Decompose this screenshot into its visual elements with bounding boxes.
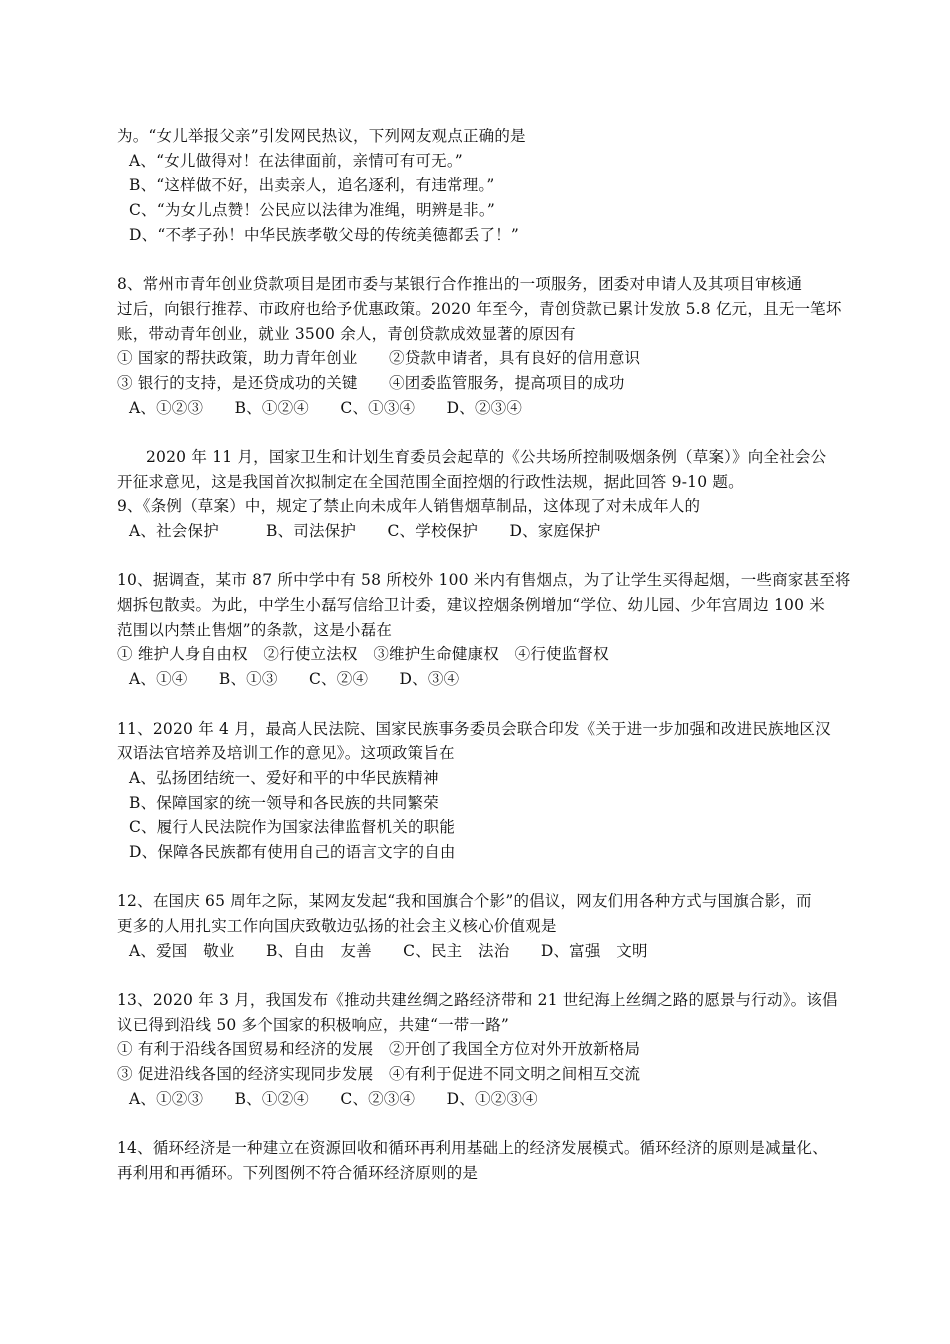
- question-10-stem-line: 范围以内禁止售烟”的条款，这是小磊在: [117, 620, 393, 639]
- question-13-stem-line: 13、2020 年 3 月，我国发布《推动共建丝绸之路经济带和 21 世纪海上丝绸之路的愿景与行动》。该倡: [117, 991, 838, 1010]
- exam-page: [117, 124, 851, 1186]
- question-7-option-a: A、“女儿做得对！在法律面前，亲情可有可无。”: [129, 151, 463, 170]
- question-10-stem-line: 烟拆包散卖。为此，中学生小磊写信给卫计委，建议控烟条例增加“学位、幼儿园、少年宫周边 100 米: [117, 596, 825, 615]
- question-8-stem-line: 过后，向银行推荐、市政府也给予优惠政策。2020 年至今，青创贷款已累计发放 5.8 亿元，且无一笔坏: [117, 299, 842, 318]
- question-13-options: A、①②③ B、①②④ C、②③④ D、①②③④: [129, 1089, 538, 1108]
- question-14-stem-line: 14、循环经济是一种建立在资源回收和循环再利用基础上的经济发展模式。循环经济的原则是减量化、: [117, 1139, 828, 1158]
- question-8: [117, 272, 842, 420]
- question-10-options: A、①④ B、①③ C、②④ D、③④: [129, 670, 460, 689]
- material-line: 开征求意见，这是我国首次拟制定在全国范围全面控烟的行政性法规，据此回答 9-10 题。: [117, 472, 744, 491]
- question-8-stem-line: 8、常州市青年创业贷款项目是团市委与某银行合作推出的一项服务，团委对申请人及其项目审核通: [117, 275, 803, 294]
- question-13-statements: ③ 促进沿线各国的经济实现同步发展 ④有利于促进不同文明之间相互交流: [117, 1065, 641, 1084]
- question-7-option-d: D、“不孝子孙！中华民族孝敬父母的传统美德都丢了！”: [129, 225, 519, 244]
- question-13: [117, 988, 839, 1111]
- question-11-option-c: C、履行人民法院作为国家法律监督机关的职能: [129, 818, 456, 837]
- question-12-stem-line: 12、在国庆 65 周年之际，某网友发起“我和国旗合个影”的倡议，网友们用各种方式与国旗合影，而: [117, 892, 812, 911]
- question-12-stem-line: 更多的人用扎实工作向国庆致敬边弘扬的社会主义核心价值观是: [117, 917, 557, 935]
- question-8-options: A、①②③ B、①②④ C、①③④ D、②③④: [129, 398, 523, 417]
- material-line: 2020 年 11 月，国家卫生和计划生育委员会起草的《公共场所控制吸烟条例（草案）》向全社会公: [146, 447, 827, 466]
- question-7: [117, 124, 839, 247]
- question-8-statements: ① 国家的帮扶政策，助力青年创业 ②贷款申请者，具有良好的信用意识: [117, 349, 641, 368]
- question-7-stem: 为。“女儿举报父亲”引发网民热议，下列网友观点正确的是: [117, 127, 526, 145]
- question-13-stem-line: 议已得到沿线 50 多个国家的积极响应，共建“一带一路”: [117, 1015, 510, 1034]
- material-9-10: [117, 445, 839, 494]
- question-9-stem: 9、《条例（草案）中，规定了禁止向未成年人销售烟草制品，这体现了对未成年人的: [117, 497, 701, 516]
- question-10-statements: ① 维护人身自由权 ②行使立法权 ③维护生命健康权 ④行使监督权: [117, 645, 609, 664]
- question-10-stem-line: 10、据调查，某市 87 所中学中有 58 所校外 100 米内有售烟点，为了让学生买得起烟，一些商家甚至将: [117, 571, 851, 590]
- question-11: [117, 717, 839, 865]
- question-7-option-b: B、“这样做不好，出卖亲人，追名逐利，有违常理。”: [129, 176, 495, 195]
- question-8-stem-line: 账，带动青年创业，就业 3500 余人，青创贷款成效显著的原因有: [117, 324, 576, 343]
- question-11-stem-line: 双语法官培养及培训工作的意见》。这项政策旨在: [117, 744, 455, 763]
- question-11-stem-line: 11、2020 年 4 月，最高人民法院、国家民族事务委员会联合印发《关于进一步加强和改进民族地区汉: [117, 719, 831, 738]
- question-14-stem-line: 再利用和再循环。下列图例不符合循环经济原则的是: [117, 1163, 479, 1182]
- question-8-statements: ③ 银行的支持，是还贷成功的关键 ④团委监管服务，提高项目的成功: [117, 373, 625, 392]
- question-12: [117, 889, 839, 963]
- question-12-options: A、爱国 敬业 B、自由 友善 C、民主 法治 D、富强 文明: [129, 941, 648, 960]
- question-10: [117, 568, 851, 691]
- question-11-option-a: A、弘扬团结统一、爱好和平的中华民族精神: [129, 768, 439, 787]
- question-9-options: A、社会保护 B、司法保护 C、学校保护 D、家庭保护: [129, 522, 601, 540]
- question-13-statements: ① 有利于沿线各国贸易和经济的发展 ②开创了我国全方位对外开放新格局: [117, 1040, 641, 1059]
- question-7-option-c: C、“为女儿点赞！公民应以法律为准绳，明辨是非。”: [129, 201, 495, 220]
- question-11-option-d: D、保障各民族都有使用自己的语言文字的自由: [129, 842, 456, 861]
- question-14: [117, 1136, 839, 1185]
- question-11-option-b: B、保障国家的统一领导和各民族的共同繁荣: [129, 793, 439, 812]
- question-9: [117, 494, 839, 543]
